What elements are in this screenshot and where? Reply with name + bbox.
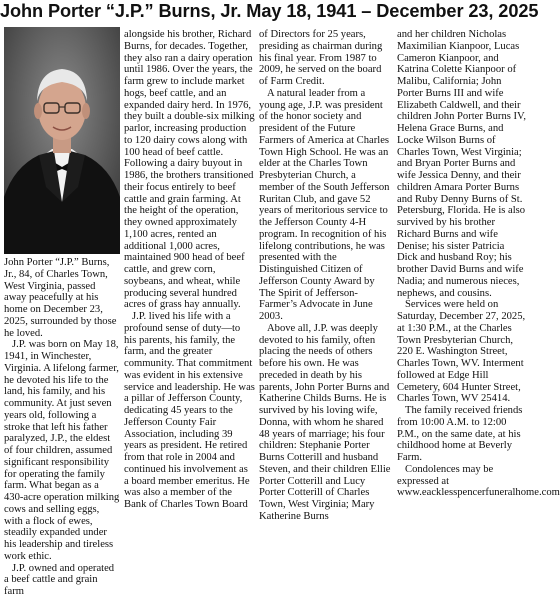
column-1 — [4, 257, 120, 598]
paragraph: Services were held on Saturday, December 27, 2025, at 1:30 P.M., at the Charles Town Presbyterian Church, 220 E. Washington Street, Charles Town, WV. Interment followed at Edge Hill Cemetery, 604 Hunter Street, Charles Town, WV 25414. — [397, 299, 526, 405]
paragraph: The family received friends from 10:00 A.M. to 12:00 P.M., on the same date, at his childhood home at Beverly Farm. — [397, 405, 523, 463]
paragraph: J.P. was born on May 18, 1941, in Winchester, Virginia. A lifelong farmer, he devoted his life to the land, his family, and his community. At just seven years old, following a stroke that left his father paralyzed, J.P., the eldest of four children, assumed significant responsibility for operating the family farm. What began as a 430-acre operation milking cows and selling eggs, with a flock of ewes, steadily expanded under his leadership and tireless work ethic. — [4, 339, 120, 562]
paragraph: alongside his brother, Richard Burns, for decades. Together, they also ran a dairy operation until 1986. Over the years, the farm grew to include market hogs, beef cattle, and an expanded dairy herd. In 1976, they built a double-six milking parlor, increasing production to 120 dairy cows along with 100 head of beef cattle. Following a dairy buyout in 1986, the brothers transitioned their focus entirely to beef cattle and grain farming. At the height of the operation, they owned approximately 1,100 acres, rented an additional 1,000 acres, maintained 900 head of beef cattle, and grew corn, soybeans, and wheat, while producing several hundred acres of grass hay annually. — [124, 29, 255, 311]
column-2 — [124, 29, 255, 511]
portrait-illustration — [4, 27, 120, 254]
paragraph: Above all, J.P. was deeply devoted to his family, often placing the needs of others before his own. He was preceded in death by his parents, John Porter Burns and Katherine Childs Burns. He is survived by his loving wife, Donna, with whom he shared 48 years of marriage; his four children: Stephanie Porter Burns Cotterill and husband Steven, and their children Ellie Porter Cotterill and Lucy Porter Cotterill of Charles Town, West Virginia; Mary Katherine Burns — [259, 322, 391, 522]
paragraph: A natural leader from a young age, J.P. was president of the honor society and president of the Future Farmers of America at Charles Town High School. He was an elder at the Charles Town Presbyterian Church, a member of the South Jefferson Ruritan Club, and gave 52 years of meritorious service to the Jefferson County 4-H program. In recognition of his lifelong contributions, he was presented with the Distinguished Citizen of Jefferson County Award by The Spirit of Jefferson-Farmer’s Advocate in June 2003. — [259, 87, 390, 322]
column-3 — [259, 29, 391, 523]
portrait-photo — [4, 27, 120, 254]
paragraph: Condolences may be expressed at www.eacklesspencerfuneralhome.com — [397, 463, 560, 499]
paragraph: of Directors for 25 years, presiding as chairman during his final year. From 1987 to 2009, he served on the board of Farm Credit. — [259, 29, 383, 87]
obituary-title: John Porter “J.P.” Burns, Jr. May 18, 1941 – December 23, 2025 — [0, 1, 539, 21]
paragraph: John Porter “J.P.” Burns, Jr., 84, of Charles Town, West Virginia, passed away peacefully at his home on December 23, 2025, surrounded by those he loved. — [4, 257, 117, 339]
paragraph: and her children Nicholas Maximilian Kianpoor, Lucas Cameron Kianpoor, and Katrina Colette Kianpoor of Malibu, California; John Porter Burns III and wife Elizabeth Caldwell, and their children John Porter Burns IV, Helena Grace Burns, and Locke Wilson Burns of Charles Town, West Virginia; and Bryan Porter Burns and wife Jessica Denny, and their children Amara Porter Burns and Ruby Denny Burns of St. Petersburg, Florida. He is also survived by his brother Richard Burns and wife Denise; his sister Patricia Dick and husband Roy; his brother David Burns and wife Nadia; and numerous nieces, nephews, and cousins. — [397, 29, 526, 299]
column-4 — [397, 29, 560, 499]
paragraph: J.P. lived his life with a profound sense of duty—to his parents, his family, the farm, and the greater community. That commitment was evident in his extensive service and leadership. He was a pillar of Jefferson County, dedicating 45 years to the Jefferson County Fair Association, including 39 years as president. He retired from that role in 2004 and continued his involvement as a board member emeritus. He was also a member of the Bank of Charles Town Board — [124, 311, 255, 510]
paragraph: J.P. owned and operated a beef cattle and grain farm — [4, 562, 115, 597]
